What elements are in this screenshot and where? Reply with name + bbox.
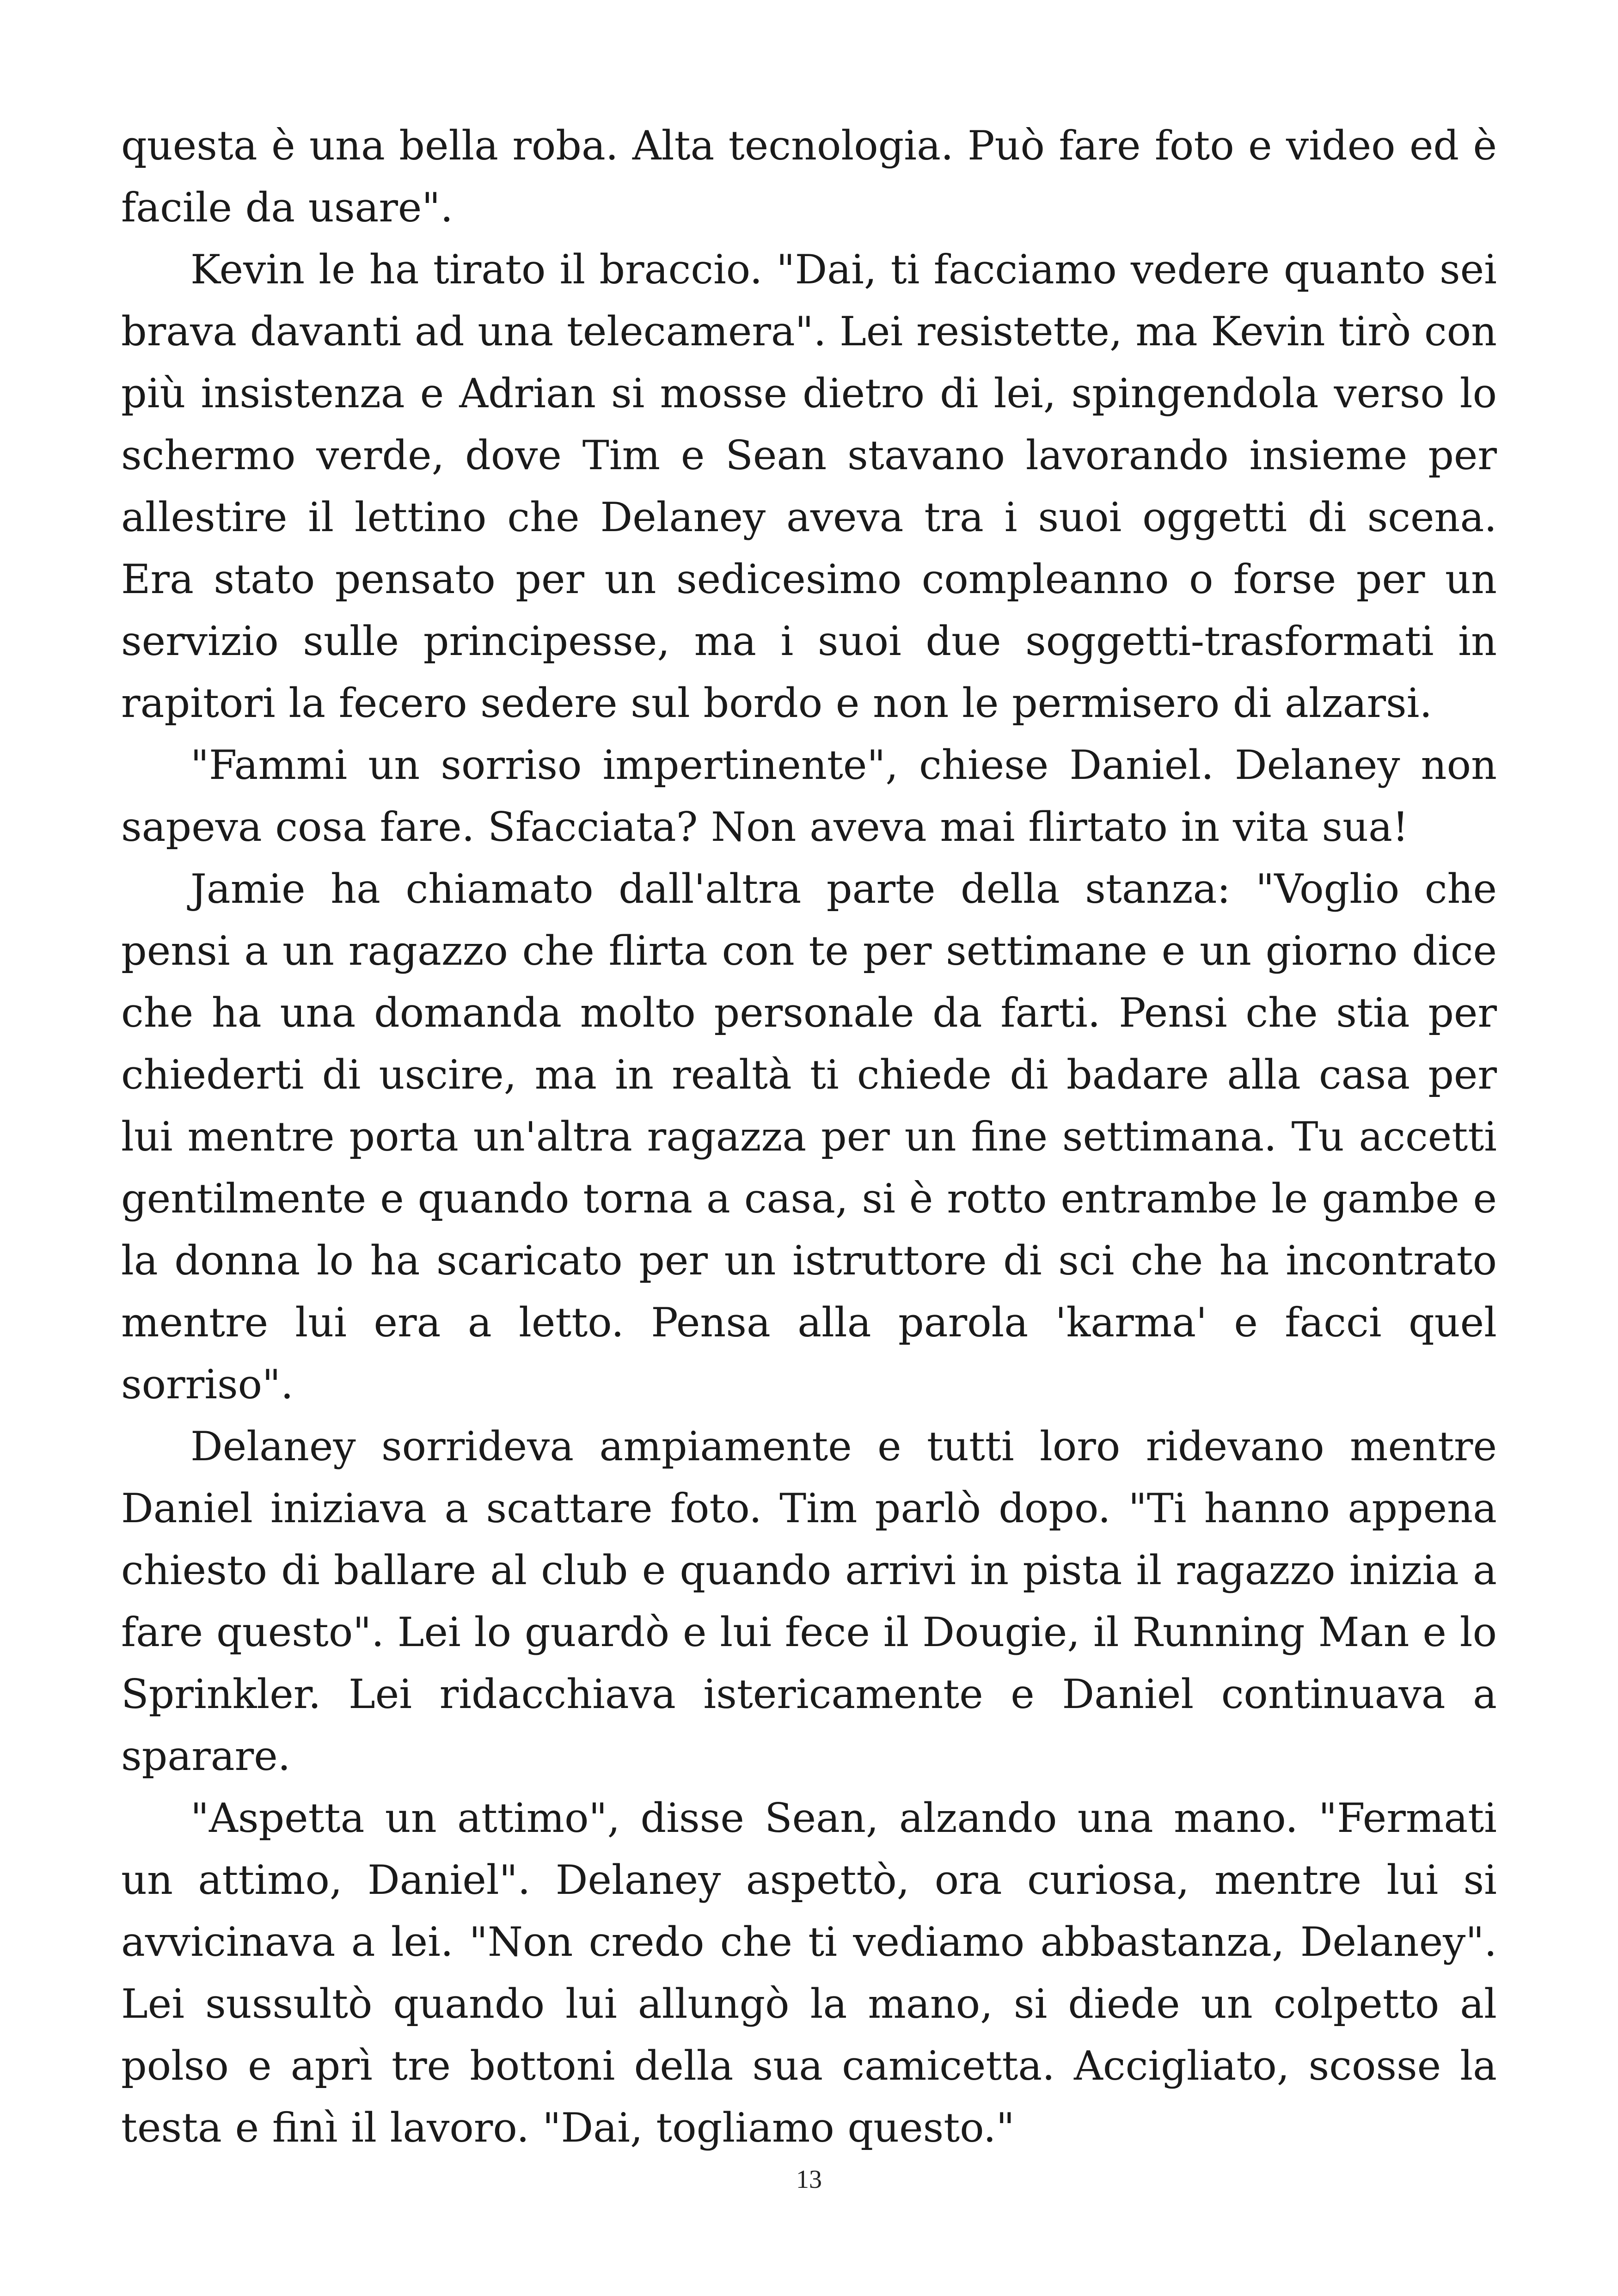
paragraph-1: questa è una bella roba. Alta tecnologia. Può fare foto e video ed è facile da usare". [121,122,1497,231]
body-text [121,115,1497,2159]
paragraph-4: Jamie ha chiamato dall'altra parte della stanza: "Voglio che pensi a un ragazzo che flirta con te per settimane e un giorno dice che ha una domanda molto personale da farti. Pensi che stia per chiederti di uscire, ma in realtà ti chiede di badare alla casa per lui mentre porta un'altra ragazza per un fine settimana. Tu accetti gentilmente e quando torna a casa, si è rotto entrambe le gambe e la donna lo ha scaricato per un istruttore di sci che ha incontrato mentre lui era a letto. Pensa alla parola 'karma' e facci quel sorriso". [121,865,1497,1408]
paragraph-3: "Fammi un sorriso impertinente", chiese Daniel. Delaney non sapeva cosa fare. Sfacciata? Non aveva mai flirtato in vita sua! [121,741,1497,851]
paragraph-2: Kevin le ha tirato il braccio. "Dai, ti facciamo vedere quanto sei brava davanti ad una telecamera". Lei resistette, ma Kevin tirò con più insistenza e Adrian si mosse dietro di lei, spingendola verso lo schermo verde, dove Tim e Sean stavano lavorando insieme per allestire il lettino che Delaney aveva tra i suoi oggetti di scena. Era stato pensato per un sedicesimo compleanno o forse per un servizio sulle principesse, ma i suoi due soggetti-trasformati in rapitori la fecero sedere sul bordo e non le permisero di alzarsi. [121,246,1497,727]
paragraph-5: Delaney sorrideva ampiamente e tutti loro ridevano mentre Daniel iniziava a scattare foto. Tim parlò dopo. "Ti hanno appena chiesto di ballare al club e quando arrivi in pista il ragazzo inizia a fare questo". Lei lo guardò e lui fece il Dougie, il Running Man e lo Sprinkler. Lei ridacchiava istericamente e Daniel continuava a sparare. [121,1423,1497,1780]
paragraph-6: "Aspetta un attimo", disse Sean, alzando una mano. "Fermati un attimo, Daniel". Delaney aspettò, ora curiosa, mentre lui si avvicinava a lei. "Non credo che ti vediamo abbastanza, Delaney". Lei sussultò quando lui allungò la mano, si diede un colpetto al polso e aprì tre bottoni della sua camicetta. Accigliato, scosse la testa e finì il lavoro. "Dai, togliamo questo." [121,1794,1497,2151]
page-number: 13 [796,2165,822,2194]
